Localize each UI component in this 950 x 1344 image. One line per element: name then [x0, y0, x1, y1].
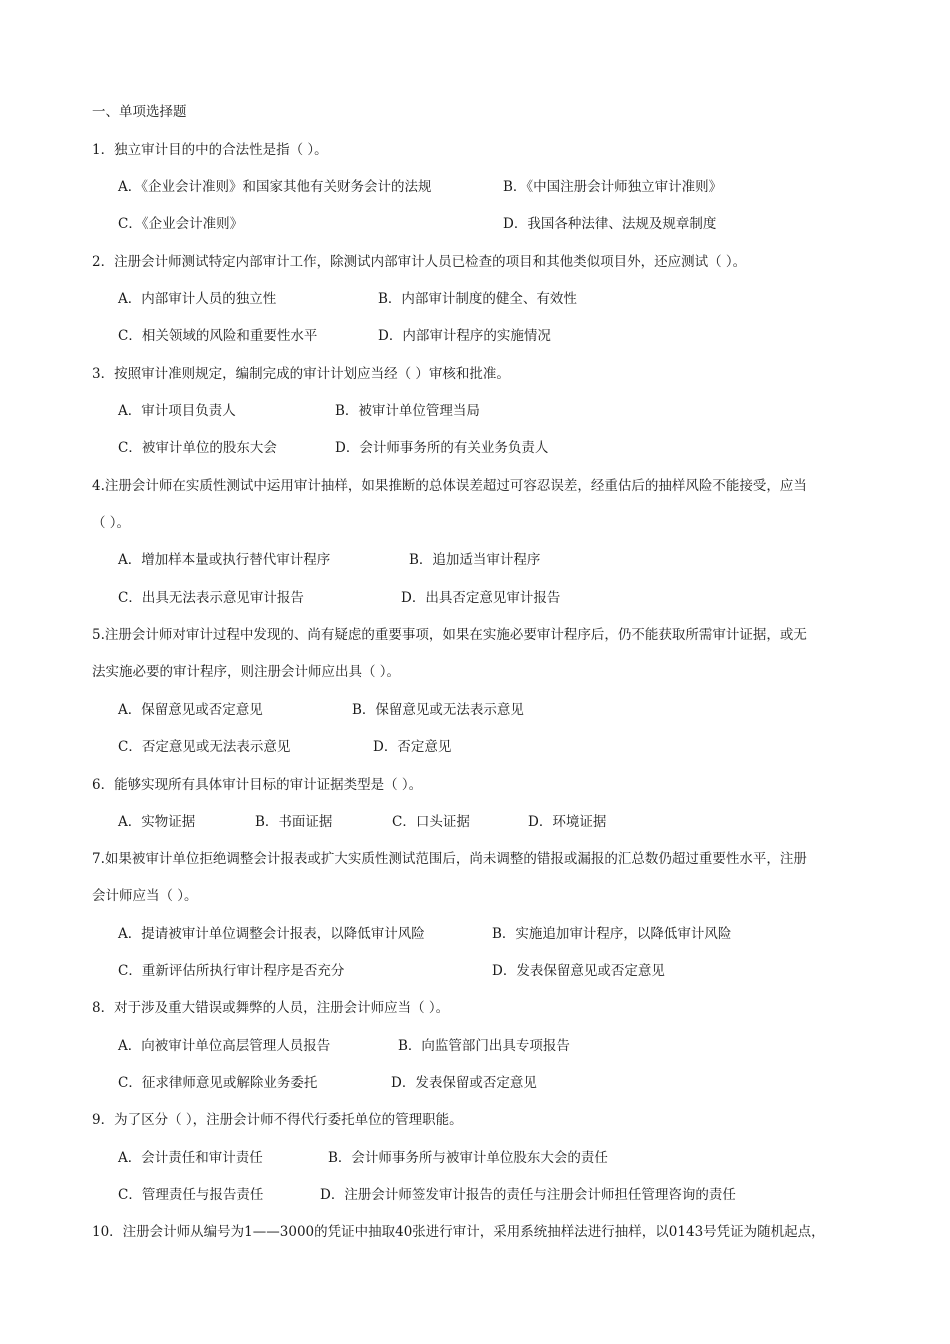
question-10-stem: 10．注册会计师从编号为1——3000的凭证中抽取40张进行审计，采用系统抽样法进行抽样，以0143号凭证为随机起点，: [92, 1224, 825, 1240]
question-2-option-c: C．相关领域的风险和重要性水平: [118, 328, 318, 344]
question-4-option-b: B．追加适当审计程序: [409, 552, 541, 568]
question-3-stem: 3．按照审计准则规定，编制完成的审计计划应当经（ ）审核和批准。: [92, 366, 510, 382]
question-7-stem-line-1: 7.如果被审计单位拒绝调整会计报表或扩大实质性测试范围后，尚未调整的错报或漏报的汇总数仍超过重要性水平，注册: [92, 851, 807, 867]
question-6-option-b: B．书面证据: [255, 814, 333, 830]
question-8-stem: 8．对于涉及重大错误或舞弊的人员，注册会计师应当（ ）。: [92, 1000, 450, 1016]
question-9-option-a: A．会计责任和审计责任: [118, 1150, 263, 1166]
question-4-stem-line-2: （ ）。: [92, 515, 131, 531]
question-8-option-b: B．向监管部门出具专项报告: [398, 1038, 570, 1054]
question-5-stem-line-1: 5.注册会计师对审计过程中发现的、尚有疑虑的重要事项，如果在实施必要审计程序后，仍不能获取所需审计证据，或无: [92, 627, 807, 643]
question-7-stem-line-2: 会计师应当（ ）。: [92, 888, 198, 904]
section-title: 一、单项选择题: [92, 104, 187, 120]
question-7-option-a: A．提请被审计单位调整会计报表，以降低审计风险: [118, 926, 425, 942]
question-3-option-b: B．被审计单位管理当局: [335, 403, 480, 419]
question-2-stem: 2．注册会计师测试特定内部审计工作，除测试内部审计人员已检查的项目和其他类似项目外，还应测试（ ）。: [92, 254, 747, 270]
question-9-option-d: D．注册会计师签发审计报告的责任与注册会计师担任管理咨询的责任: [320, 1187, 736, 1203]
question-2-option-d: D．内部审计程序的实施情况: [378, 328, 551, 344]
question-1-option-c: C．《企业会计准则》: [118, 216, 244, 232]
question-1-option-b: B．《中国注册会计师独立审计准则》: [503, 179, 723, 195]
question-6-stem: 6．能够实现所有具体审计目标的审计证据类型是（ ）。: [92, 777, 423, 793]
question-4-option-c: C．出具无法表示意见审计报告: [118, 590, 304, 606]
question-5-stem-line-2: 法实施必要的审计程序，则注册会计师应出具（ ）。: [92, 664, 401, 680]
question-1-option-d: D．我国各种法律、法规及规章制度: [503, 216, 717, 232]
question-5-option-a: A．保留意见或否定意见: [118, 702, 263, 718]
question-6-option-a: A．实物证据: [118, 814, 196, 830]
question-5-option-d: D．否定意见: [373, 739, 452, 755]
question-4-stem-line-1: 4.注册会计师在实质性测试中运用审计抽样，如果推断的总体误差超过可容忍误差，经重估后的抽样风险不能接受，应当: [92, 478, 807, 494]
question-9-option-b: B．会计师事务所与被审计单位股东大会的责任: [328, 1150, 608, 1166]
question-1-stem: 1．独立审计目的中的合法性是指（ ）。: [92, 142, 328, 158]
question-4-option-d: D．出具否定意见审计报告: [401, 590, 561, 606]
question-8-option-d: D．发表保留或否定意见: [391, 1075, 537, 1091]
question-6-option-c: C．口头证据: [392, 814, 470, 830]
question-9-stem: 9．为了区分（ ），注册会计师不得代行委托单位的管理职能。: [92, 1112, 463, 1128]
question-3-option-c: C．被审计单位的股东大会: [118, 440, 277, 456]
question-7-option-d: D．发表保留意见或否定意见: [492, 963, 665, 979]
question-7-option-c: C．重新评估所执行审计程序是否充分: [118, 963, 345, 979]
question-2-option-a: A．内部审计人员的独立性: [118, 291, 277, 307]
question-4-option-a: A．增加样本量或执行替代审计程序: [118, 552, 331, 568]
question-2-option-b: B．内部审计制度的健全、有效性: [378, 291, 577, 307]
question-6-option-d: D．环境证据: [528, 814, 607, 830]
question-5-option-c: C．否定意见或无法表示意见: [118, 739, 291, 755]
question-5-option-b: B．保留意见或无法表示意见: [352, 702, 524, 718]
question-3-option-d: D．会计师事务所的有关业务负责人: [335, 440, 549, 456]
question-7-option-b: B．实施追加审计程序，以降低审计风险: [492, 926, 732, 942]
question-3-option-a: A．审计项目负责人: [118, 403, 236, 419]
question-1-option-a: A．《企业会计准则》和国家其他有关财务会计的法规: [118, 179, 432, 195]
question-8-option-a: A．向被审计单位高层管理人员报告: [118, 1038, 331, 1054]
question-8-option-c: C．征求律师意见或解除业务委托: [118, 1075, 318, 1091]
question-9-option-c: C．管理责任与报告责任: [118, 1187, 264, 1203]
